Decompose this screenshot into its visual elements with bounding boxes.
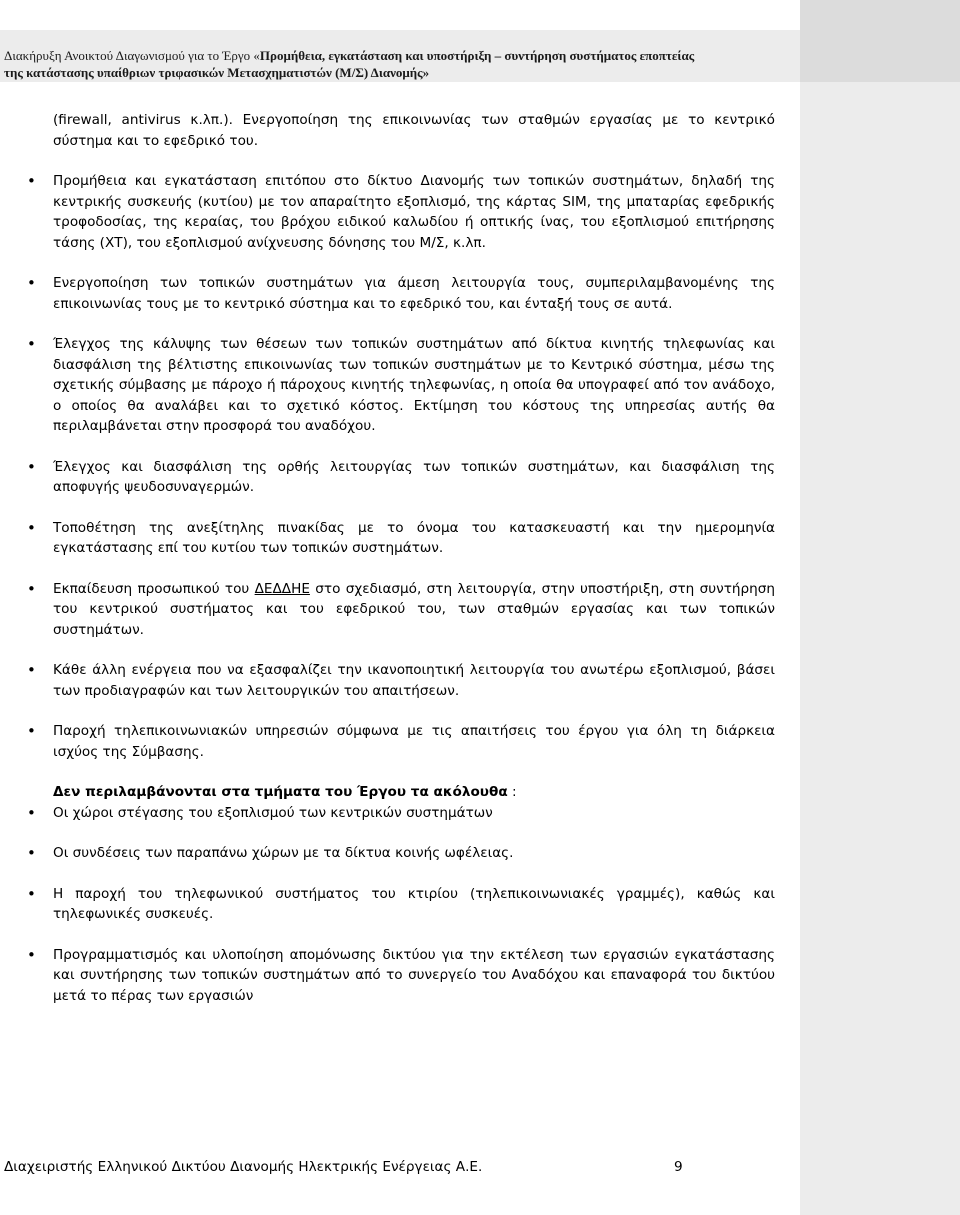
bullet-icon: • <box>27 722 36 740</box>
right-margin-header <box>800 0 960 82</box>
list-item <box>27 884 775 925</box>
list-item-text: Έλεγχος της κάλυψης των θέσεων των τοπικών συστημάτων από δίκτυα κινητής τηλεφωνίας και διασφάλιση της βέλτιστης επικοινωνίας των τοπικών συστημάτων με το Κεντρικό σύστημα, μέσω της σχετικής σύμβασης με πάροχο ή πάροχους κινητής τηλεφωνίας, η οποία θα υπογραφεί από τον ανάδοχο, ο οποίος θα αναλάβει και το σχετικό κόστος. Εκτίμηση του κόστους της υπηρεσίας αυτής θα περιλαμβάνεται στην προσφορά του αναδόχου. <box>53 336 775 434</box>
bullet-icon: • <box>27 844 36 862</box>
document-body <box>27 110 775 1026</box>
document-header <box>4 47 800 81</box>
organization-name: ΔΕΔΔΗΕ <box>254 580 310 597</box>
section-heading <box>53 782 775 803</box>
list-item <box>27 334 775 437</box>
bullet-icon: • <box>27 579 36 598</box>
list-item-text: Τοποθέτηση της ανεξίτηλης πινακίδας με το όνομα του κατασκευαστή και την ημερομηνία εγκατάστασης επί του κυτίου των τοπικών συστημάτων. <box>53 519 775 556</box>
bullet-icon: • <box>27 803 36 822</box>
list-item <box>27 843 775 864</box>
list-item <box>27 803 775 824</box>
list-item-text: Ενεργοποίηση των τοπικών συστημάτων για άμεση λειτουργία τους, συμπεριλαμβανομένης της επικοινωνίας τους με το κεντρικό σύστημα και το εφεδρικό του, και ένταξή τους σε αυτά. <box>53 275 775 312</box>
list-item-text: Οι χώροι στέγασης του εξοπλισμού των κεντρικών συστημάτων <box>53 804 493 821</box>
bullet-icon: • <box>27 172 36 190</box>
list-item-text: Έλεγχος και διασφάλιση της ορθής λειτουργίας των τοπικών συστημάτων, και διασφάλιση της αποφυγής ψευδοσυναγερμών. <box>53 458 775 495</box>
list-item-text: Οι συνδέσεις των παραπάνω χώρων με τα δίκτυα κοινής ωφέλειας. <box>53 845 514 861</box>
bullet-icon: • <box>27 274 36 292</box>
bullet-icon: • <box>27 884 36 903</box>
bullet-icon: • <box>27 661 36 679</box>
list-item-text: Προμήθεια και εγκατάσταση επιτόπου στο δίκτυο Διανομής των τοπικών συστημάτων, δηλαδή της κεντρικής συσκευής (κυτίου) με τον απαραίτητο εξοπλισμό, της κάρτας SIM, της μπαταρίας εφεδρικής τροφοδοσίας, της κεραίας, του βρόχου ειδικού καλωδίου ή οπτικής ίνας, του εξοπλισμού επιτήρησης τάσης (ΧΤ), του εξοπλισμού ανίχνευσης δόνησης του Μ/Σ, κ.λπ. <box>53 173 775 251</box>
list-item-text: Παροχή τηλεπικοινωνιακών υπηρεσιών σύμφωνα με τις απαιτήσεις του έργου για όλη τη διάρκεια ισχύος της Σύμβασης. <box>53 723 775 760</box>
footer-organization: Διαχειριστής Ελληνικού Δικτύου Διανομής Ηλεκτρικής Ενέργειας Α.Ε. <box>4 1159 483 1175</box>
list-item-text: Προγραμματισμός και υλοποίηση απομόνωσης δικτύου για την εκτέλεση των εργασιών εγκατάστασης και συντήρησης των τοπικών συστημάτων από το συνεργείο του Αναδόχου και επαναφορά του δικτύου μετά το πέρας των εργασιών <box>53 946 775 1004</box>
list-item <box>27 518 775 559</box>
bullet-icon: • <box>27 335 36 353</box>
header-line2-bold: της κατάστασης υπαίθριων τριφασικών Μετασχηματιστών (Μ/Σ) Διανομής» <box>4 65 430 80</box>
section-heading-colon: : <box>507 784 517 800</box>
list-item <box>27 721 775 762</box>
list-item-text-after: στο σχεδιασμό, στη λειτουργία, στην υποστήριξη, στη συντήρηση του κεντρικού συστήματος και του εφεδρικού του, των σταθμών εργασίας και των τοπικών συστημάτων. <box>53 580 775 638</box>
list-item <box>27 660 775 701</box>
header-line1-bold: Προμήθεια, εγκατάσταση και υποστήριξη – συντήρηση συστήματος εποπτείας <box>259 48 695 63</box>
right-margin <box>800 0 960 1215</box>
bullet-icon: • <box>27 457 36 476</box>
list-item <box>27 171 775 253</box>
section-heading-text: Δεν περιλαμβάνονται στα τμήματα του Έργου τα ακόλουθα <box>53 784 508 800</box>
list-item-text-before: Εκπαίδευση προσωπικού του <box>53 580 255 597</box>
page-number: 9 <box>674 1159 683 1175</box>
list-item <box>27 457 775 498</box>
header-line1-normal: Διακήρυξη Ανοικτού Διαγωνισμού για το Έργο « <box>4 48 260 63</box>
list-item-text: Η παροχή του τηλεφωνικού συστήματος του κτιρίου (τηλεπικοινωνιακές γραμμές), καθώς και τηλεφωνικές συσκευές. <box>53 885 775 922</box>
bullet-icon: • <box>27 945 36 964</box>
list-item-text: Κάθε άλλη ενέργεια που να εξασφαλίζει την ικανοποιητική λειτουργία του ανωτέρω εξοπλισμού, βάσει των προδιαγραφών και των λειτουργικών του απαιτήσεων. <box>53 662 775 699</box>
lead-paragraph: (firewall, antivirus κ.λπ.). Ενεργοποίηση της επικοινωνίας των σταθμών εργασίας με το κεντρικό σύστημα και το εφεδρικό του. <box>53 112 775 149</box>
page-footer <box>4 1158 704 1176</box>
bullet-list-scope <box>27 171 775 762</box>
list-item <box>27 945 775 1007</box>
bullet-icon: • <box>27 518 36 537</box>
list-item <box>27 579 775 641</box>
bullet-list-exclusions <box>27 803 775 1007</box>
list-item <box>27 273 775 314</box>
